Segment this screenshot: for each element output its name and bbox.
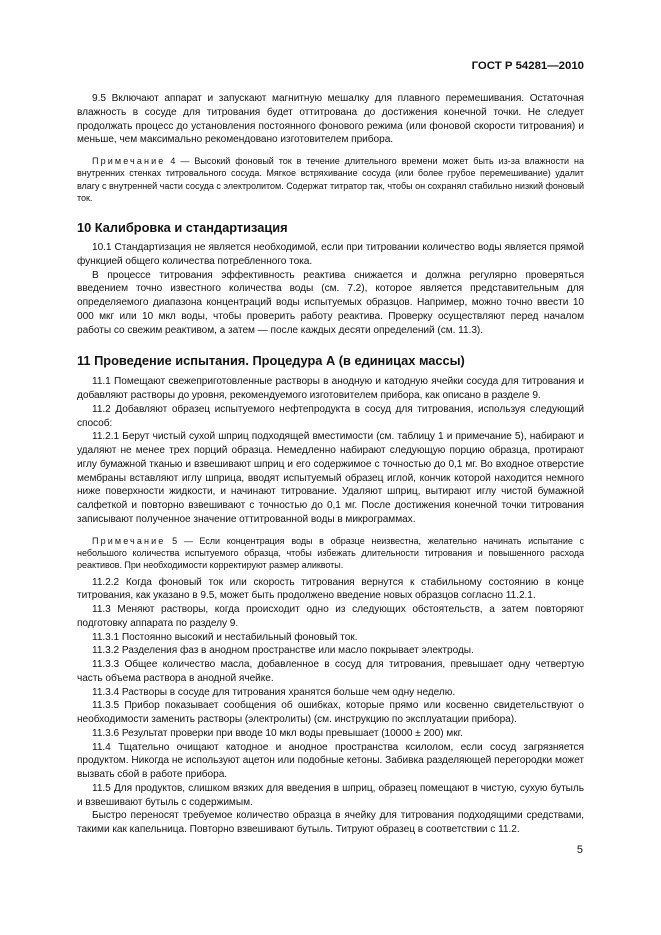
paragraph-11-2-2: 11.2.2 Когда фоновый ток или скорость титрования вернутся к стабильному состоянию в конце титрования, как указано в 9.5, может быть продолжено введение новых образцов согласно 11.2.1.	[77, 576, 584, 602]
section-11-title: 11 Проведение испытания. Процедура А (в единицах массы)	[77, 353, 465, 369]
paragraph-11-2-1: 11.2.1 Берут чистый сухой шприц подходящей вместимости (см. таблицу 1 и примечание 5), набирают и удаляют не менее трех порций образца. Немедленно набирают следующую порцию образца, протирают иглу бумажной тканью и взвешивают шприц и его содержимое с точностью до 0,1 мг. Во входное отверстие мембраны вставляют иглу шприца, вводят испытуемый образец иглой, кончик которой находится немного ниже поверхности жидкости, и начинают титрование. Удаляют шприц, вытирают иглу чистой бумажной салфеткой и повторно взвешивают с точностью до 0,1 мг. После достижения конечной точки титрования записывают полученное значение оттитрованной воды в микрограммах.	[77, 431, 584, 525]
paragraph-11-3-1: 11.3.1 Постоянно высокий и нестабильный фоновый ток.	[92, 631, 358, 643]
paragraph-11-4: 11.4 Тщательно очищают катодное и анодное пространства ксилолом, если сосуд загрязняется продуктом. Никогда не используют ацетон или подобные кетоны. Забивка разделяющей перегородки может вызвать сбой в работе прибора.	[77, 741, 584, 781]
paragraph-11-3-4: 11.3.4 Растворы в сосуде для титрования хранятся больше чем одну неделю.	[92, 686, 456, 698]
paragraph-11-1: 11.1 Помещают свежеприготовленные растворы в анодную и катодную ячейки сосуда для титрования и добавляют растворы до уровня, рекомендуемого изготовителем прибора, как описано в разделе 9.	[77, 376, 584, 402]
paragraph-11-3: 11.3 Меняют растворы, когда происходит одно из следующих обстоятельств, а затем повторяют подготовку аппарата по разделу 9.	[77, 604, 584, 629]
paragraph-9-5: 9.5 Включают аппарат и запускают магнитную мешалку для плавного перемешивания. Остаточная влажность в сосуде для титрования будет оттитрована до достижения конечной точки. Не следует продолжать процесс до установления постоянного фонового режима (или фоновой скорости титрования) и меньше, чем максимально рекомендовано изготовителем прибора.	[77, 93, 584, 146]
note-5-text: 5 — Если концентрация воды в образце неизвестна, желательно начинать испытание с небольшого количества испытуемого образца, чтобы избежать длительности титрования и повышенного расхода реактивов. При необходимости корректируют размер аликвоты.	[77, 535, 584, 571]
note-4	[77, 155, 584, 204]
note-5-label: Примечание	[92, 535, 166, 546]
note-4-text: 4 — Высокий фоновый ток в течение длительного времени может быть из-за влажности на внутренних стенках титровального сосуда. Мягкое встряхивание сосуда (или более грубое перемешивание) удалит влагу с внутренней части сосуда с электролитом. Содержат титратор так, чтобы он сохранял стабильно низкий фоновый ток.	[77, 156, 584, 203]
section-10-title: 10 Калибровка и стандартизация	[77, 220, 288, 236]
paragraph-11-3-5: 11.3.5 Прибор показывает сообщения об ошибках, которые прямо или косвенно свидетельствуют о необходимости заменить растворы (электролиты) (см. инструкцию по эксплуатации прибора).	[77, 700, 584, 726]
paragraph-11-5: 11.5 Для продуктов, слишком вязких для введения в шприц, образец помещают в чистую, сухую бутыль и взвешивают бутыль с содержимым.	[77, 782, 584, 808]
paragraph-11-3-3: 11.3.3 Общее количество масла, добавленное в сосуд для титрования, превышает одну четвертую часть объема раствора в анодной ячейке.	[77, 659, 584, 684]
paragraph-11-5b: Быстро переносят требуемое количество образца в ячейку для титрования подходящими средствами, такими как капельница. Повторно взвешивают бутыль. Титруют образец в соответствии с 11.2.	[77, 810, 584, 836]
note-4-label: Примечание	[92, 156, 166, 166]
page-content	[77, 92, 584, 837]
paragraph-10-1b: В процессе титрования эффективность реактива снижается и должна регулярно проверяться введением точно известного количества воды (см. 7.2), которое является представительным для определяемого диапазона концентраций воды испытуемых образцов. Например, можно точно ввести 10 000 мкг или 10 мкл воды, чтобы проверить работу реактива. Проверку осуществляют перед началом работы со свежим реактивом, а затем — после каждых десяти определений (см. 11.3).	[77, 269, 584, 336]
paragraph-10-1: 10.1 Стандартизация не является необходимой, если при титровании количество воды является прямой функцией общего количества потребленного тока.	[77, 242, 584, 267]
standard-header: ГОСТ Р 54281—2010	[471, 60, 584, 72]
page-number: 5	[576, 844, 583, 856]
paragraph-11-3-6: 11.3.6 Результат проверки при вводе 10 мкл воды превышает (10000 ± 200) мкг.	[92, 727, 463, 739]
note-5	[77, 535, 584, 572]
paragraph-11-3-2: 11.3.2 Разделения фаз в анодном пространстве или масло покрывает электроды.	[92, 645, 474, 657]
paragraph-11-2: 11.2 Добавляют образец испытуемого нефтепродукта в сосуд для титрования, используя следующий способ:	[77, 403, 584, 429]
